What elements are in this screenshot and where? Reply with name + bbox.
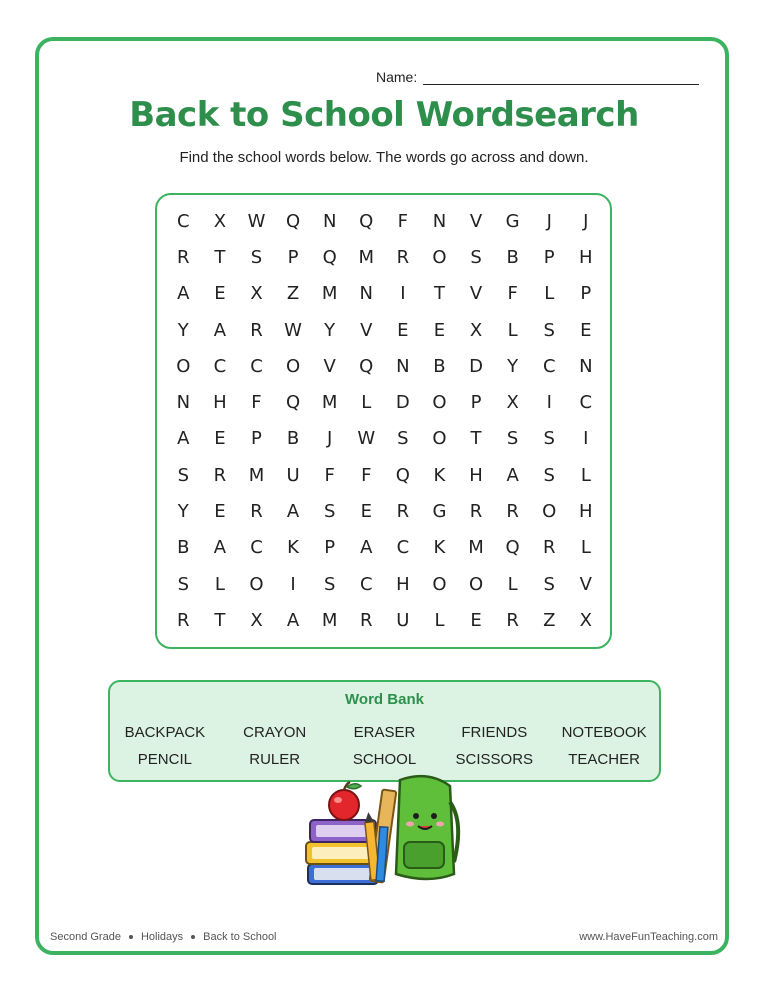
grid-letter[interactable]: X	[213, 210, 227, 232]
grid-letter[interactable]: W	[247, 210, 266, 232]
grid-letter[interactable]: E	[433, 319, 446, 341]
word-bank-title: Word Bank	[345, 691, 424, 708]
grid-letter[interactable]: L	[214, 573, 225, 595]
grid-letter[interactable]: N	[176, 392, 191, 414]
grid-letter[interactable]: J	[546, 210, 552, 232]
grid-letter[interactable]: U	[286, 464, 300, 486]
grid-letter[interactable]: Q	[395, 464, 410, 486]
grid-letter[interactable]: F	[361, 464, 372, 486]
grid-letter[interactable]: H	[469, 464, 483, 486]
grid-letter[interactable]: C	[579, 392, 593, 414]
grid-letter[interactable]: A	[286, 609, 300, 631]
grid-letter[interactable]: M	[248, 464, 265, 486]
grid-letter[interactable]: G	[505, 210, 520, 232]
grid-letter[interactable]: Q	[322, 246, 337, 268]
word-bank-word: FRIENDS	[461, 724, 528, 741]
grid-letter[interactable]: O	[432, 573, 447, 595]
grid-letter[interactable]: L	[434, 609, 445, 631]
grid-letter[interactable]: R	[542, 537, 556, 559]
grid-letter[interactable]: M	[321, 283, 338, 305]
grid-letter[interactable]: R	[396, 246, 410, 268]
grid-letter[interactable]: R	[177, 246, 190, 268]
grid-letter[interactable]: Q	[359, 210, 374, 232]
grid-letter[interactable]: L	[361, 392, 372, 414]
word-bank-word: SCISSORS	[455, 751, 534, 768]
grid-letter[interactable]: N	[396, 355, 410, 377]
grid-letter[interactable]: I	[546, 392, 552, 414]
grid-letter[interactable]: E	[214, 283, 226, 305]
grid-letter[interactable]: Z	[543, 609, 556, 631]
grid-letter[interactable]: E	[214, 428, 226, 450]
word-bank-word: CRAYON	[243, 724, 307, 741]
grid-letter[interactable]: V	[469, 283, 483, 305]
grid-letter[interactable]: W	[284, 319, 302, 341]
school-supplies-illustration	[300, 772, 470, 892]
grid-letter[interactable]: Z	[286, 283, 300, 305]
grid-letter[interactable]: R	[506, 501, 519, 523]
grid-letter[interactable]: A	[286, 501, 300, 523]
grid-letter[interactable]: E	[214, 501, 226, 523]
grid-letter[interactable]: V	[323, 355, 336, 377]
grid-letter[interactable]: B	[177, 537, 190, 559]
grid-letter[interactable]: T	[214, 246, 226, 268]
grid-letter[interactable]: J	[583, 210, 589, 232]
grid-letter[interactable]: O	[542, 501, 557, 523]
grid-letter[interactable]: E	[470, 609, 482, 631]
backpack-icon	[396, 776, 458, 879]
grid-letter[interactable]: F	[324, 464, 335, 486]
page-title: Back to School Wordsearch	[129, 95, 639, 135]
word-bank-word: ERASER	[353, 724, 416, 741]
grid-letter[interactable]: T	[470, 428, 482, 450]
grid-letter[interactable]: B	[506, 246, 519, 268]
grid-letter[interactable]: P	[470, 392, 482, 414]
grid-letter[interactable]: I	[400, 283, 406, 305]
grid-letter[interactable]: P	[580, 283, 592, 305]
grid-letter[interactable]: O	[468, 573, 484, 595]
grid-letter[interactable]: N	[432, 210, 447, 232]
grid-letter[interactable]: N	[322, 210, 337, 232]
grid-letter[interactable]: S	[470, 246, 482, 268]
grid-letter[interactable]: S	[543, 428, 555, 450]
grid-letter[interactable]: A	[177, 283, 190, 305]
grid-letter[interactable]: B	[286, 428, 300, 450]
grid-letter[interactable]: X	[250, 609, 263, 631]
grid-letter[interactable]: E	[360, 501, 372, 523]
grid-letter[interactable]: F	[397, 210, 409, 232]
grid-letter[interactable]: Q	[359, 355, 374, 377]
grid-letter[interactable]: F	[507, 283, 518, 305]
grid-letter[interactable]: N	[359, 283, 373, 305]
grid-letter[interactable]: H	[579, 246, 593, 268]
grid-letter[interactable]: H	[396, 573, 410, 595]
grid-letter[interactable]: A	[213, 319, 227, 341]
grid-letter[interactable]: N	[579, 355, 593, 377]
grid-letter[interactable]: I	[583, 428, 589, 450]
grid-letter[interactable]: R	[360, 609, 373, 631]
grid-letter[interactable]: S	[397, 428, 409, 450]
grid-letter[interactable]: L	[580, 537, 591, 559]
word-bank-word: TEACHER	[568, 751, 640, 768]
grid-letter[interactable]: Y	[507, 355, 519, 377]
footer-breadcrumb	[50, 931, 277, 943]
grid-letter[interactable]: S	[543, 319, 555, 341]
grid-letter[interactable]: V	[579, 573, 592, 595]
grid-letter[interactable]: O	[432, 246, 447, 268]
grid-letter[interactable]: X	[579, 609, 592, 631]
name-label: Name:	[376, 69, 418, 85]
grid-letter[interactable]: R	[177, 609, 190, 631]
grid-letter[interactable]: C	[250, 537, 263, 559]
word-bank-word: BACKPACK	[124, 724, 206, 741]
footer-crumb: Holidays	[140, 931, 184, 943]
bullet-icon	[129, 935, 133, 939]
footer-crumb: Second Grade	[50, 931, 121, 943]
word-bank	[108, 680, 661, 782]
grid-letter[interactable]: D	[395, 392, 410, 414]
grid-letter[interactable]: X	[506, 392, 519, 414]
grid-letter[interactable]: S	[506, 428, 519, 450]
name-line[interactable]	[423, 70, 699, 85]
footer-crumb: Back to School	[203, 931, 277, 943]
grid-letter[interactable]: L	[580, 464, 591, 486]
grid-letter[interactable]: V	[469, 210, 483, 232]
grid-letter[interactable]: O	[432, 428, 447, 450]
grid-letter[interactable]: B	[433, 355, 446, 377]
grid-letter[interactable]: K	[433, 537, 446, 559]
grid-letter[interactable]: L	[507, 319, 518, 341]
grid-letter[interactable]: A	[360, 537, 373, 559]
grid-letter[interactable]: Y	[177, 319, 189, 341]
grid-letter[interactable]: C	[250, 355, 263, 377]
apple-icon	[329, 782, 361, 820]
grid-letter[interactable]: W	[357, 428, 376, 450]
grid-letter[interactable]: X	[250, 283, 263, 305]
grid-letter[interactable]: J	[327, 428, 333, 450]
word-bank-word: NOTEBOOK	[561, 724, 647, 741]
grid-letter[interactable]: F	[251, 392, 262, 414]
grid-letter[interactable]: M	[468, 537, 484, 559]
grid-letter[interactable]: A	[506, 464, 519, 486]
grid-letter[interactable]: C	[359, 573, 373, 595]
grid-letter[interactable]: A	[213, 537, 227, 559]
grid-letter[interactable]: X	[469, 319, 483, 341]
word-bank-word: SCHOOL	[352, 751, 417, 768]
grid-letter[interactable]: S	[543, 573, 555, 595]
grid-letter[interactable]: Q	[285, 392, 301, 414]
grid-letter[interactable]: S	[250, 246, 263, 268]
grid-letter[interactable]: C	[542, 355, 556, 377]
grid-letter[interactable]: M	[358, 246, 375, 268]
grid-letter[interactable]: R	[250, 319, 263, 341]
grid-letter[interactable]: S	[177, 464, 190, 486]
grid-letter[interactable]: E	[397, 319, 409, 341]
grid-letter[interactable]: C	[177, 210, 190, 232]
grid-letter[interactable]: P	[543, 246, 555, 268]
grid-letter[interactable]: S	[543, 464, 555, 486]
grid-letter[interactable]: H	[213, 392, 227, 414]
grid-letter[interactable]: S	[177, 573, 190, 595]
grid-letter[interactable]: O	[176, 355, 191, 377]
grid-letter[interactable]: I	[290, 573, 296, 595]
name-field	[376, 69, 699, 85]
grid-letter[interactable]: R	[396, 501, 410, 523]
grid-letter[interactable]: D	[469, 355, 483, 377]
grid-letter[interactable]: A	[177, 428, 190, 450]
grid-letter[interactable]: M	[321, 609, 338, 631]
grid-letter[interactable]: G	[432, 501, 447, 523]
grid-letter[interactable]: R	[250, 501, 263, 523]
grid-letter[interactable]: K	[287, 537, 299, 559]
grid-letter[interactable]: C	[396, 537, 410, 559]
grid-letter[interactable]: P	[251, 428, 262, 450]
grid-letter[interactable]: V	[360, 319, 373, 341]
word-bank-word: PENCIL	[137, 751, 192, 768]
word-bank-word: RULER	[249, 751, 301, 768]
grid-letter[interactable]: S	[323, 573, 336, 595]
grid-letter[interactable]: S	[323, 501, 336, 523]
grid-letter[interactable]: P	[324, 537, 336, 559]
grid-letter[interactable]: O	[432, 392, 447, 414]
grid-letter[interactable]: T	[433, 283, 445, 305]
instructions: Find the school words below. The words go across and down.	[179, 149, 589, 166]
grid-letter[interactable]: O	[285, 355, 301, 377]
grid-letter[interactable]: H	[579, 501, 593, 523]
grid-letter[interactable]: O	[249, 573, 264, 595]
word-bank-list	[110, 719, 659, 773]
grid-letter[interactable]: C	[213, 355, 227, 377]
footer-site: www.HaveFunTeaching.com	[579, 931, 718, 943]
grid-letter[interactable]: R	[506, 609, 519, 631]
grid-letter[interactable]: R	[213, 464, 227, 486]
grid-letter[interactable]: U	[396, 609, 410, 631]
bullet-icon	[191, 935, 195, 939]
grid-letter[interactable]: P	[287, 246, 299, 268]
grid-letter[interactable]: E	[580, 319, 592, 341]
grid-letter[interactable]: Q	[285, 210, 301, 232]
grid-letter[interactable]: L	[544, 283, 555, 305]
grid-letter[interactable]: M	[321, 392, 338, 414]
grid-letter[interactable]: Y	[324, 319, 336, 341]
grid-letter[interactable]: Q	[505, 537, 520, 559]
wordsearch-grid	[165, 203, 604, 639]
grid-letter[interactable]: R	[469, 501, 483, 523]
grid-letter[interactable]: K	[433, 464, 446, 486]
grid-letter[interactable]: L	[507, 573, 518, 595]
grid-letter[interactable]: T	[214, 609, 226, 631]
grid-letter[interactable]: Y	[177, 501, 189, 523]
